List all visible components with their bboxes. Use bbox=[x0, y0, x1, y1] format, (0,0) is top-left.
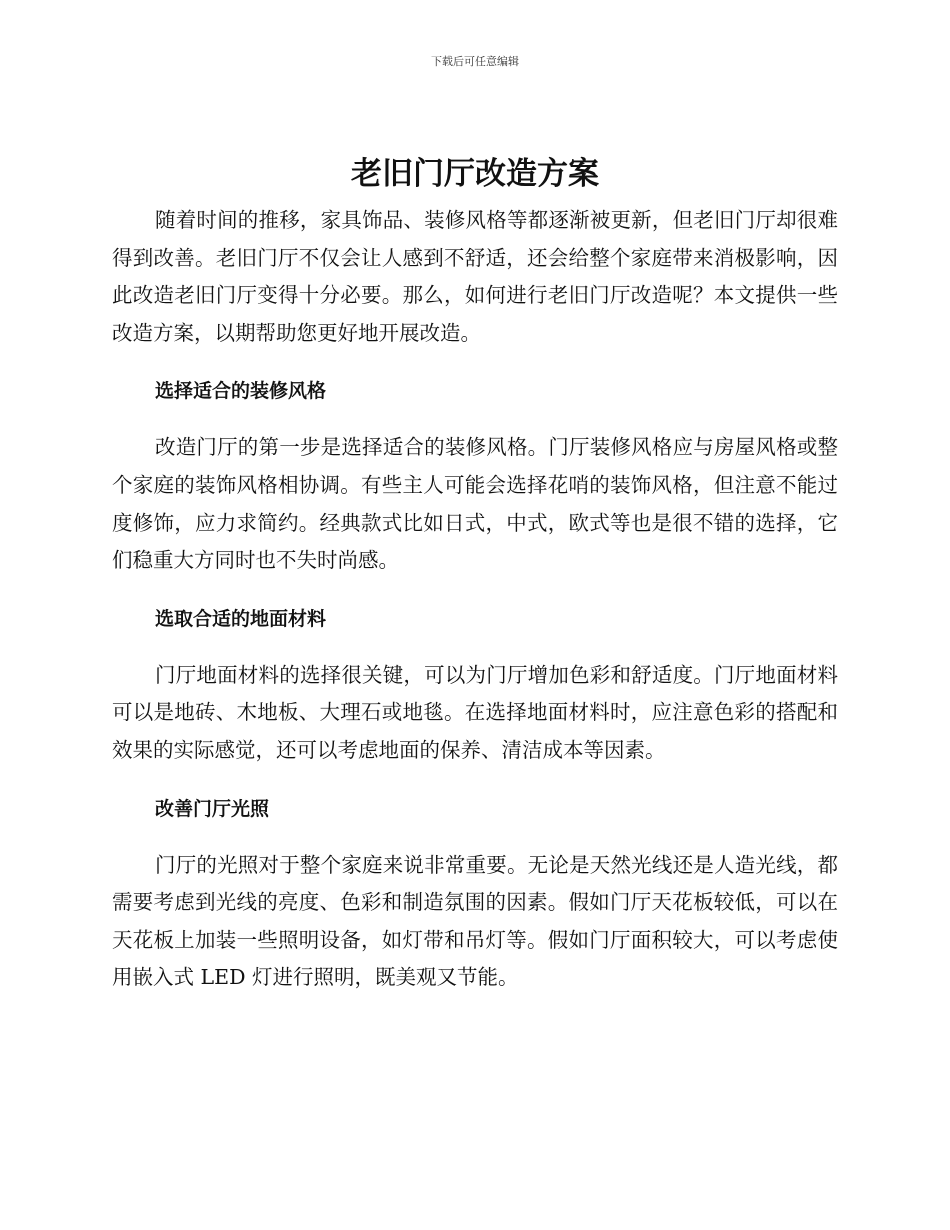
section-heading-style: 选择适合的装修风格 bbox=[155, 380, 327, 403]
section-paragraph-style: 改造门厅的第一步是选择适合的装修风格。门厅装修风格应与房屋风格或整个家庭的装饰风格相协调。有些主人可能会选择花哨的装饰风格，但注意不能过度修饰，应力求简约。经典款式比如日式，中式，欧式等也是很不错的选择，它们稳重大方同时也不失时尚感。 bbox=[112, 435, 838, 573]
section-heading-lighting: 改善门厅光照 bbox=[155, 797, 270, 820]
page-header: 下载后可任意编辑 bbox=[431, 55, 519, 68]
section-paragraph-lighting: 门厅的光照对于整个家庭来说非常重要。无论是天然光线还是人造光线，都需要考虑到光线的亮度、色彩和制造氛围的因素。假如门厅天花板较低，可以在天花板上加装一些照明设备，如灯带和吊灯等。假如门厅面积较大，可以考虑使用嵌入式 LED 灯进行照明，既美观又节能。 bbox=[112, 852, 838, 990]
intro-paragraph: 随着时间的推移，家具饰品、装修风格等都逐渐被更新，但老旧门厅却很难得到改善。老旧门厅不仅会让人感到不舒适，还会给整个家庭带来消极影响，因此改造老旧门厅变得十分必要。那么，如何进行老旧门厅改造呢？本文提供一些改造方案，以期帮助您更好地开展改造。 bbox=[112, 208, 838, 345]
document-body bbox=[112, 150, 838, 997]
section-paragraph-floor: 门厅地面材料的选择很关键，可以为门厅增加色彩和舒适度。门厅地面材料可以是地砖、木地板、大理石或地毯。在选择地面材料时，应注意色彩的搭配和效果的实际感觉，还可以考虑地面的保养、清洁成本等因素。 bbox=[112, 662, 838, 762]
section-heading-floor: 选取合适的地面材料 bbox=[155, 607, 327, 630]
document-title: 老旧门厅改造方案 bbox=[351, 156, 599, 192]
